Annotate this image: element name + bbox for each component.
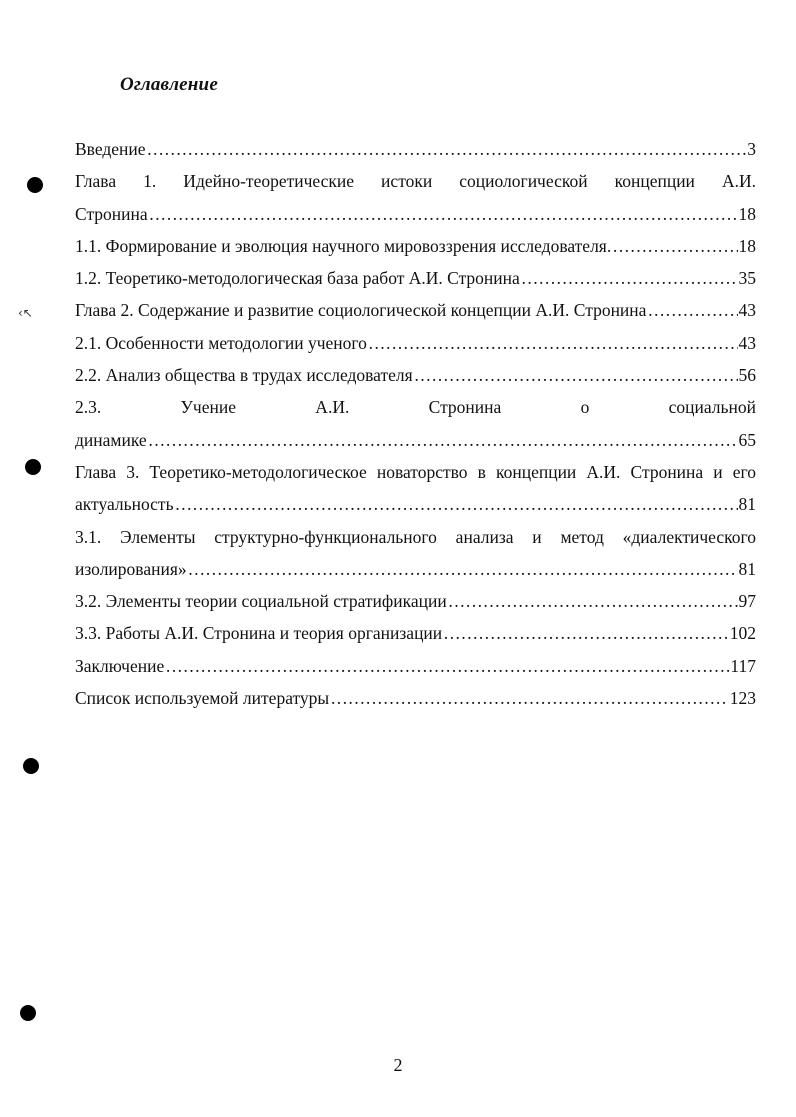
toc-leader-dots [148,424,738,456]
toc-entry-label: динамике [75,429,147,450]
toc-leader-dots [414,359,738,391]
toc-entry-label: 1.2. Теоретико-методологическая база работ А.И. Стронина [75,268,520,289]
toc-entry-section-1-1[interactable] [75,230,756,262]
punch-hole-3 [23,758,39,774]
toc-entry-chapter3-line1[interactable]: Глава 3. Теоретико-методологическое новаторство в концепции А.И. Стронина и его [75,461,756,482]
toc-leader-dots [188,553,738,585]
toc-entry-page: 56 [738,365,756,386]
toc-entry-page: 81 [738,494,756,515]
toc-leader-dots [165,650,729,682]
toc-entry-chapter2[interactable] [75,294,756,326]
toc-entry-bibliography[interactable] [75,682,756,714]
toc-entry-section-2-1[interactable] [75,327,756,359]
toc-entry-section-1-2[interactable] [75,262,756,294]
toc-entry-page: 18 [738,203,756,224]
toc-entry-label: 2.2. Анализ общества в трудах исследователя [75,365,413,386]
punch-hole-1 [27,177,43,193]
toc-leader-dots [443,617,729,649]
toc-leader-dots [521,262,738,294]
toc-entry-label: 1.1. Формирование и эволюция научного мировоззрения исследователя. [75,235,612,256]
toc-entry-label: 3.2. Элементы теории социальной стратификации [75,591,447,612]
toc-entry-chapter1-line2[interactable] [75,198,756,230]
toc-entry-page: 43 [738,300,756,321]
toc-entry-conclusion[interactable] [75,650,756,682]
toc-entry-page: 97 [738,591,756,612]
toc-entry-label: Стронина [75,203,148,224]
page-title: Оглавление [120,74,218,95]
toc-entry-label: Заключение [75,655,165,676]
toc-entry-section-3-1-line1[interactable]: 3.1. Элементы структурно-функционального анализа и метод «диалектического [75,526,756,547]
toc-entry-page: 117 [730,655,756,676]
toc-leader-dots [448,585,738,617]
toc-entry-section-3-1-line2[interactable] [75,553,756,585]
toc-leader-dots [612,230,737,262]
table-of-contents [75,133,756,714]
toc-entry-label: изолирования» [75,558,187,579]
toc-entry-page: 43 [738,332,756,353]
toc-entry-section-2-3-line2[interactable] [75,424,756,456]
toc-leader-dots [330,682,729,714]
toc-entry-page: 65 [738,429,756,450]
toc-entry-label: 3.3. Работы А.И. Стронина и теория организации [75,623,443,644]
toc-leader-dots [647,294,737,326]
toc-entry-section-2-3-line1[interactable]: 2.3. Учение А.И. Стронина о социальной [75,397,756,418]
toc-leader-dots [368,327,738,359]
toc-entry-label: актуальность [75,494,174,515]
toc-leader-dots [175,488,738,520]
punch-hole-2 [25,459,41,475]
toc-entry-page: 3 [747,139,756,159]
toc-entry-page: 123 [729,688,756,709]
toc-entry-page: 81 [738,558,756,579]
punch-hole-4 [20,1005,36,1021]
page-number: 2 [393,1055,403,1075]
toc-entry-label: Введение [75,139,146,159]
toc-entry-label: Глава 2. Содержание и развитие социологической концепции А.И. Стронина [75,300,647,321]
toc-entry-chapter1-line1[interactable]: Глава 1. Идейно-теоретические истоки социологической концепции А.И. [75,171,756,192]
toc-entry-label: Список используемой литературы [75,688,330,709]
toc-entry-section-3-2[interactable] [75,585,756,617]
toc-entry-introduction[interactable] [75,133,756,165]
toc-entry-page: 35 [738,268,756,289]
toc-entry-section-3-3[interactable] [75,617,756,649]
toc-entry-label: 2.1. Особенности методологии ученого [75,332,367,353]
toc-entry-page: 18 [738,235,756,256]
toc-entry-section-2-2[interactable] [75,359,756,391]
scan-speck: ‹↖ [18,306,33,320]
toc-entry-page: 102 [729,623,756,644]
toc-entry-chapter3-line2[interactable] [75,488,756,520]
toc-leader-dots [147,133,747,165]
toc-leader-dots [149,198,738,230]
